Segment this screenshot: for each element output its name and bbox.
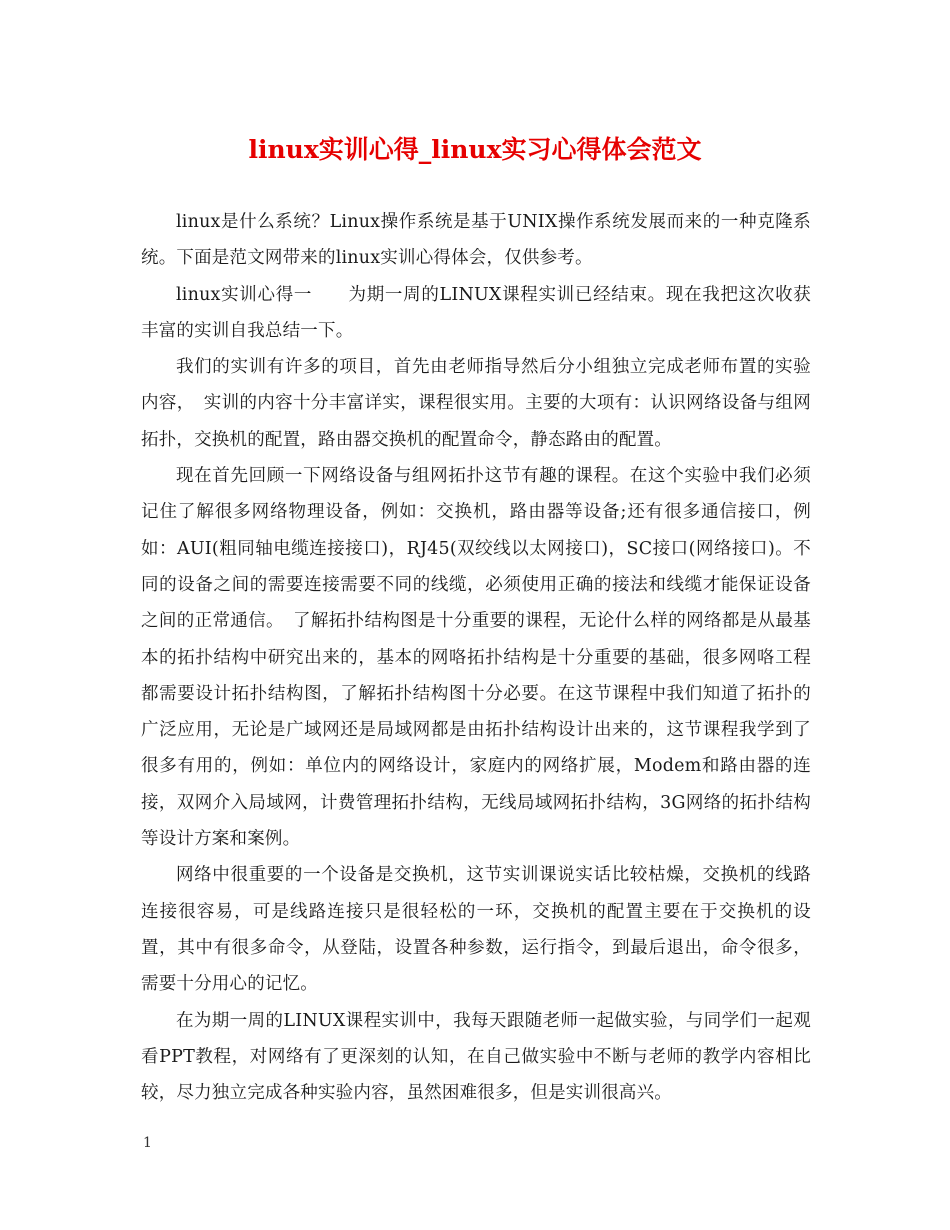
page-number: 1 <box>143 1135 152 1151</box>
paragraph-1: linux是什么系统？Linux操作系统是基于UNIX操作系统发展而来的一种克隆系统。下面是范文网带来的linux实训心得体会，仅供参考。 <box>141 212 811 269</box>
paragraph-5: 网络中很重要的一个设备是交换机，这节实训课说实话比较枯燥，交换机的线路连接很容易，可是线路连接只是很轻松的一环，交换机的配置主要在于交换机的设置，其中有很多命令，从登陆，设置各种参数，运行指令，到最后退出，命令很多，需要十分用心的记忆。 <box>141 865 811 995</box>
paragraph-4: 现在首先回顾一下网络设备与组网拓扑这节有趣的课程。在这个实验中我们必须记住了解很多网络物理设备，例如：交换机，路由器等设备;还有很多通信接口，例如：AUI(粗同轴电缆连接接口)，RJ45(双绞线以太网接口)，SC接口(网络接口)。不同的设备之间的需要连接需要不同的线缆，必须使用正确的接法和线缆才能保证设备之间的正常通信。 了解拓扑结构图是十分重要的课程，无论什么样的网络都是从最基本的拓扑结构中研究出来的，基本的网咯拓扑结构是十分重要的基础，很多网咯工程都需要设计拓扑结构图，了解拓扑结构图十分必要。在这节课程中我们知道了拓扑的广泛应用，无论是广域网还是局域网都是由拓扑结构设计出来的，这节课程我学到了很多有用的，例如：单位内的网络设计，家庭内的网络扩展，Modem和路由器的连接，双网介入局域网，计费管理拓扑结构，无线局域网拓扑结构，3G网络的拓扑结构等设计方案和案例。 <box>141 466 811 850</box>
document-body <box>141 204 811 1111</box>
paragraph-2: linux实训心得一 为期一周的LINUX课程实训已经结束。现在我把这次收获丰富的实训自我总结一下。 <box>141 284 811 341</box>
paragraph-3: 我们的实训有许多的项目，首先由老师指导然后分小组独立完成老师布置的实验内容， 实训的内容十分丰富详实，课程很实用。主要的大项有：认识网络设备与组网拓扑，交换机的配置，路由器交换机的配置命令，静态路由的配置。 <box>141 357 811 450</box>
document-title: linux实训心得_linux实习心得体会范文 <box>248 135 702 164</box>
paragraph-6: 在为期一周的LINUX课程实训中，我每天跟随老师一起做实验，与同学们一起观看PPT教程，对网络有了更深刻的认知，在自己做实验中不断与老师的教学内容相比较，尽力独立完成各种实验内容，虽然困难很多，但是实训很高兴。 <box>141 1010 811 1104</box>
